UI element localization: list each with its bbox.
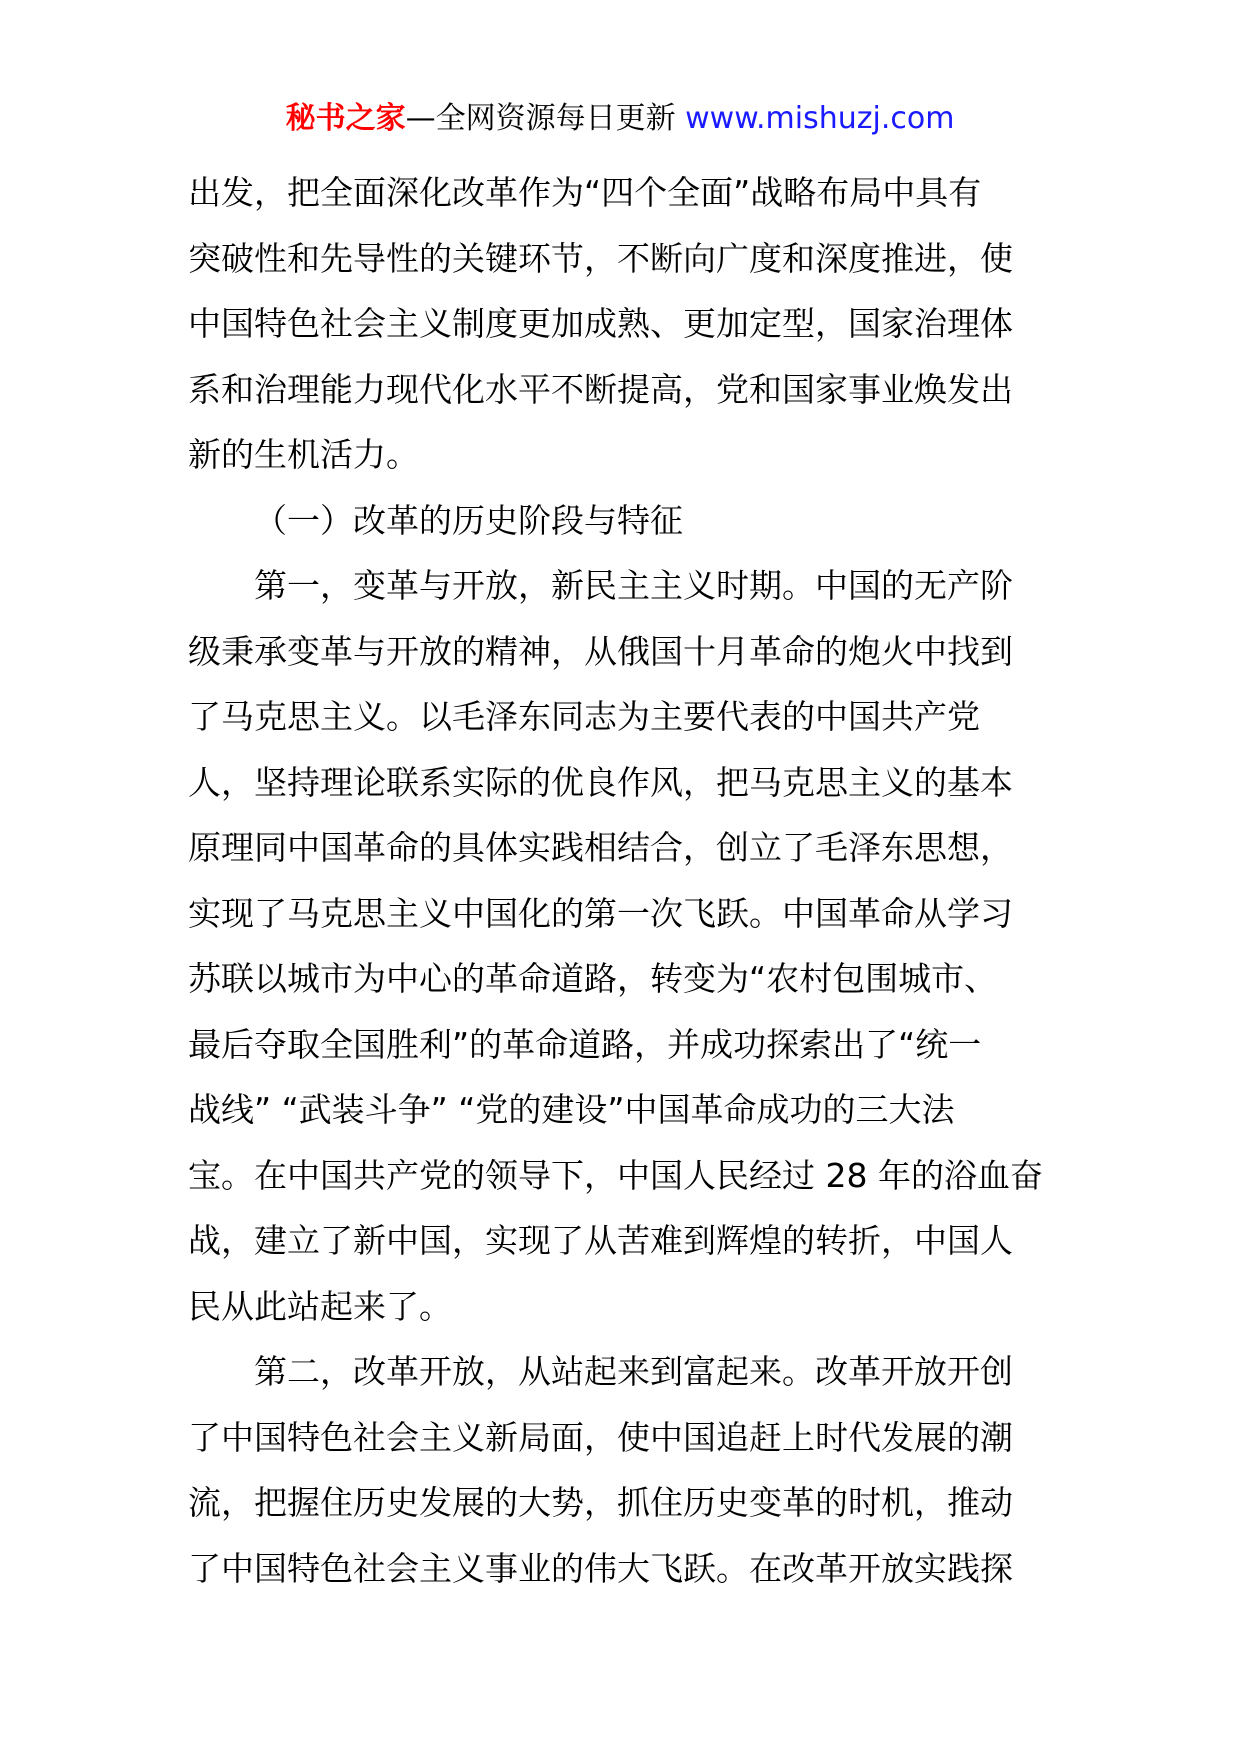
text-line: 新的生机活力。 [188,435,419,474]
text-line: 最后夺取全国胜利”的革命道路，并成功探索出了“统一 [188,1024,982,1064]
document-body [188,160,1058,1601]
text-line: 突破性和先导性的关键环节，不断向广度和深度推进，使 [188,238,1013,278]
section-heading: （一）改革的历史阶段与特征 [254,500,683,540]
brand-name: 秘书之家 [285,101,406,136]
text-line: 出发，把全面深化改革作为“四个全面”战略布局中具有 [188,173,982,212]
header-slogan: —全网资源每日更新 [405,101,686,136]
text-line: 中国特色社会主义制度更加成熟、更加定型，国家治理体 [188,304,1013,343]
text-line: 系和治理能力现代化水平不断提高，党和国家事业焕发出 [188,369,1013,409]
text-line: 流，把握住历史发展的大势，抓住历史变革的时机，推动 [188,1483,1013,1522]
text-line: 实现了马克思主义中国化的第一次飞跃。中国革命从学习 [188,893,1013,933]
text-line: 宝。在中国共产党的领导下，中国人民经过 28 年的浴血奋 [188,1155,1043,1195]
website-link[interactable]: www.mishuzj.com [685,101,955,136]
text-line: 级秉承变革与开放的精神，从俄国十月革命的炮火中找到 [188,631,1013,671]
text-line: 了马克思主义。以毛泽东同志为主要代表的中国共产党 [188,697,980,736]
text-line: 民从此站起来了。 [188,1286,452,1326]
text-line: 战线” “武装斗争” “党的建设”中国革命成功的三大法 [188,1090,955,1129]
paragraph-start: 第二，改革开放，从站起来到富起来。改革开放开创 [254,1352,1013,1391]
text-line: 原理同中国革命的具体实践相结合，创立了毛泽东思想， [188,828,1013,867]
paragraph-start: 第一，变革与开放，新民主主义时期。中国的无产阶 [254,566,1013,605]
text-line: 了中国特色社会主义新局面，使中国追赶上时代发展的潮 [188,1417,1013,1457]
page-header [0,98,1240,140]
text-line: 了中国特色社会主义事业的伟大飞跃。在改革开放实践探 [188,1548,1013,1588]
text-line: 苏联以城市为中心的革命道路，转变为“农村包围城市、 [188,959,998,998]
text-line: 战，建立了新中国，实现了从苦难到辉煌的转折，中国人 [188,1221,1013,1260]
text-line: 人，坚持理论联系实际的优良作风，把马克思主义的基本 [188,762,1013,802]
